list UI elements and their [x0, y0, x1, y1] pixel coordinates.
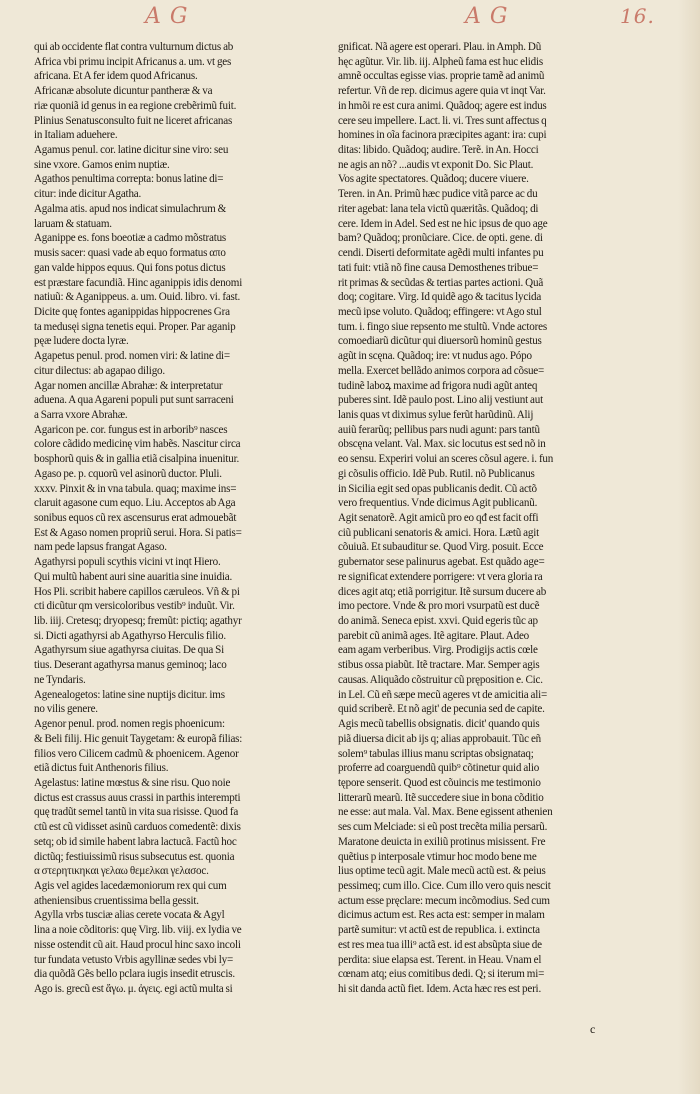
text-line: ne esse: aut mala. Val. Max. Bene egissent athenien [338, 806, 553, 819]
text-line: vero frequentius. Vnde dicimus Agit publicanũ. [338, 497, 538, 510]
text-line: Qui multũ habent auri sine auaritia sine inuidia. [34, 570, 233, 583]
text-line: gubernator sese palinurus agebat. Est quãdo age= [338, 556, 545, 569]
text-line: mella. Exercet bellãdo animos corpora ad cõsue= [338, 364, 545, 377]
text-line: lib. iiij. Cretesq; dryopesq; fremũt: pictiq; agathyr [34, 615, 242, 628]
text-line: cti dicũtur qm versicoloribus vestib⁹ induũt. Vir. [34, 600, 235, 613]
left-text-column [34, 40, 324, 997]
text-line: Agis mecũ tabellis obsignatis. dicit' quando quis [338, 718, 540, 731]
text-line: α στερητικηκαι γελαω θεμελκαι γελασοc. [34, 865, 209, 878]
text-line: re significat extendere porrigere: vt vera gloria ra [338, 570, 543, 583]
text-line: solem⁹ tabulas illius manu scriptas obsignataq; [338, 747, 534, 760]
text-line: bosphorũ quis & in gallia etiã cisalpina inuenitur. [34, 453, 240, 466]
text-line: laruam & statuam. [34, 217, 112, 230]
text-line: partẽ sumitur: vt actũ est de republica. i. extincta [338, 924, 540, 937]
text-line: causas. Aliquãdo cõstruitur cũ pręposition e. Cic. [338, 673, 543, 686]
text-line: Agylla vrbs tusciæ alias cerete vocata & Agyl [34, 909, 225, 922]
text-line: Agis vel agides lacedæmoniorum rex qui cum [34, 879, 227, 892]
text-line: natiuũ: & Aganippeus. a. um. Ouid. libro. vi. fast. [34, 291, 241, 304]
text-line: africana. Et A fer idem quod Africanus. [34, 70, 198, 83]
text-line: ses cum Melciade: si eũ post trecẽta milia persarũ. [338, 821, 548, 834]
text-line: citur dilectus: ab agapao diligo. [34, 364, 165, 377]
text-line: ctũ est cũ vidisset asinũ carduos comedentẽ: dixis [34, 821, 241, 834]
text-line: Agamus penul. cor. latine dicitur sine viro: seu [34, 144, 229, 157]
text-line: Africa vbi primu incipit Africanus a. um. vt ges [34, 55, 232, 68]
text-line: citur: inde dicitur Agatha. [34, 188, 142, 201]
text-line: Vos agite spectatores. Quãdoq; ducere viuere. [338, 173, 529, 186]
text-line: claruit agasone cum equo. Liu. Acceptos ab Aga [34, 497, 236, 510]
text-line: a Sarra vxore Abrahæ. [34, 408, 128, 421]
text-line: cere seu impellere. Lact. li. vi. Tres sunt affectus q [338, 114, 547, 127]
text-line: puberes sint. Idẽ paulo post. Lino alij vestiunt aut [338, 394, 543, 407]
text-line: tum. i. fingo siue repsento me stultũ. Vnde actores [338, 320, 547, 333]
text-line: xxxv. Pinxit & in vna tabula. quaq; maxime ins= [34, 482, 237, 495]
text-line: auiũ ferarũq; pellibus pars nudi agunt: pars tantũ [338, 423, 540, 436]
text-line: eo sensu. Experiri volui an sceres cõsul agere. i. fun [338, 453, 554, 466]
text-line: comoediarũ dicũtur qui diuersorũ hominũ gestus [338, 335, 542, 348]
text-line: in Lel. Cũ eñ sæpe mecũ ageres vt de amicitia ali= [338, 688, 548, 701]
text-line: in hmõi re est cura animi. Quãdoq; agere est indus [338, 99, 547, 112]
text-line: proferre ad coarguendũ quib⁹ cõtinetur quid alio [338, 762, 540, 775]
text-line: Est & Agaso nomen propriũ serui. Hora. Si patis= [34, 526, 242, 539]
text-line: hi sit danda actũ fiet. Idem. Acta hæc res est peri. [338, 983, 542, 995]
page-edge-shadow [678, 0, 700, 1094]
text-line: Agelastus: latine mœstus & sine risu. Quo noie [34, 776, 231, 789]
text-line: eam agam verberibus. Virg. Prodigijs actis cœle [338, 644, 538, 657]
text-line: amnẽ occultas egisse vias. proprie tamẽ ad animũ [338, 70, 545, 83]
text-line: Agenor penul. prod. nomen regis phoenicum: [34, 718, 225, 731]
text-line: in Italiam aduehere. [34, 129, 118, 142]
text-line: quẽtius p interposale vtimur hoc modo bene me [338, 850, 537, 863]
text-line: dices agit atq; etiã porrigitur. Itẽ sursum ducere ab [338, 585, 547, 598]
text-line: in Sicilia egit sed opas publicanis dedit. Cũ actõ [338, 482, 537, 495]
text-line: ne agis an nõ? ...audis vt exponit Do. Sic Plaut. [338, 158, 534, 171]
text-line: actum esse pręclare: mecum incõmodius. Sed cum [338, 894, 550, 907]
text-line: nisse ostendit cũ ait. Haud procul hinc saxo incoli [34, 938, 241, 951]
text-line: Agathyrsum siue agathyrsa ciuitas. De qua Si [34, 644, 225, 657]
text-line: dictũq; festiuissimũ risus subsecutus est. quonia [34, 850, 235, 863]
text-line: perdita: siue elapsa est. Terent. in Heau. Vnam el [338, 953, 542, 966]
signature-mark: c [590, 1022, 596, 1036]
text-line: Agaso pe. p. cquorũ vel asinorũ ductor. Pluli. [34, 467, 222, 480]
text-line: agũt in scęna. Quãdoq; ire: vt nudus ago. Pópo [338, 350, 532, 363]
text-line: quid scriberẽ. Et nõ agit' de pecunia sed de capite. [338, 703, 545, 716]
text-line: gan valde hippos equus. Qui fons potus dictus [34, 261, 226, 274]
text-line: no vilis genere. [34, 703, 98, 716]
text-line: ditas: libido. Quãdoq; audire. Terẽ. in An. Hocci [338, 144, 539, 157]
text-line: est præstare facundiã. Hinc aganippis idis denomi [34, 276, 243, 289]
text-line: refertur. Vñ de rep. dicimus agere quia vt inqt Var. [338, 85, 546, 98]
text-line: riter agebat: lana tela victũ quæritãs. Quãdoq; di [338, 202, 539, 215]
text-line: Agathyrsi populi scythis vicini vt inqt Hiero. [34, 556, 221, 569]
text-line: imo pectore. Vnde & pro mori vsurpatũ est ducẽ [338, 600, 540, 613]
text-line: Ago is. grecũ est ἄγω. μ. ἀγεις. egi actũ multa si [34, 983, 233, 995]
text-line: atheniensibus cruentissima bella gessit. [34, 894, 199, 907]
text-line: ta medusęi signa tenetis equi. Proper. Par aganip [34, 320, 236, 333]
text-line: nam pede lapsus frangat Agaso. [34, 541, 167, 554]
text-line: colore cãdido medicinę vim habẽs. Nascitur circa [34, 438, 241, 451]
text-line: do animã. Seneca epist. xxvi. Quid egeris tũc ap [338, 615, 538, 628]
text-line: Agapetus penul. prod. nomen viri: & latine di= [34, 350, 230, 363]
text-line: cœnam atq; eius comitibus dedi. Q; si iterum mi= [338, 968, 545, 981]
text-line: Africanæ absolute dicuntur pantheræ & va [34, 85, 213, 98]
text-line: Agenealogetos: latine sine nuptijs dicitur. ims [34, 688, 225, 701]
text-line: Hos Pli. scribit habere capillos cæruleos. Vñ & pi [34, 585, 240, 598]
text-line: ne Tyndaris. [34, 673, 86, 686]
text-line: sine vxore. Gamos enim nuptiæ. [34, 158, 170, 171]
text-line: lina a noie cõditoris: quę Virg. lib. viij. ex lydia ve [34, 924, 242, 937]
text-line: gnificat. Nã agere est operari. Plau. in Amph. Dũ [338, 41, 542, 53]
text-line: Plinius Senatusconsulto fuit ne liceret africanas [34, 114, 233, 127]
text-line: bam? Quãdoq; pronũciare. Cice. de opti. gene. di [338, 232, 543, 245]
text-line: cõuiuã. Et subauditur se. Quod Virg. posuit. Ecce [338, 541, 544, 554]
text-line: tur fundata vetusto Vrbis agyllinæ sedes vbi ly= [34, 953, 234, 966]
handwritten-annotation-right: A G [465, 4, 509, 29]
text-line: tępore senserit. Quod est cõuincis me testimonio [338, 776, 541, 789]
text-line: mecũ ipse voluto. Quãdoq; effingere: vt Ago stul [338, 305, 542, 318]
text-line: obscęna velant. Val. Max. sic locutus est sed nõ in [338, 438, 546, 451]
text-line: Agar nomen ancillæ Abrahæ: & interpretatur [34, 379, 223, 392]
text-line: qui ab occidente flat contra vulturnum dictus ab [34, 41, 234, 53]
text-line: quę tradũt semel tantũ in vita sua risisse. Quod fa [34, 806, 239, 819]
text-line: stibus ossa piabũt. Itẽ tractare. Mar. Semper agis [338, 659, 540, 672]
text-line: setq; ob id simile habent labra lactucã. Factũ hoc [34, 835, 237, 848]
text-line: Aganippe es. fons boeotiæ a cadmo mõstratus [34, 232, 227, 245]
text-line: filios vero Cilicem cadmũ & phoenicem. Agenor [34, 747, 239, 760]
text-line: dicimus actum est. Res acta est: semper in malam [338, 909, 545, 922]
text-line: tius. Deserant agathyrsa manus geminoq; laco [34, 659, 227, 672]
text-line: gi cõsulis officio. Idẽ Pub. Rutil. nõ Publicanus [338, 467, 535, 480]
text-line: si. Dicti agathyrsi ab Agathyrso Herculis filio. [34, 629, 226, 642]
right-text-column [338, 40, 624, 997]
text-line: pessimeq; cum illo. Cice. Cum illo vero quis nescit [338, 879, 551, 892]
text-line: Maratone deuicta in exiliũ protinus misissent. Fre [338, 835, 546, 848]
text-line: Agaricon pe. cor. fungus est in arborib⁹ nasces [34, 423, 228, 436]
text-line: pęæ ludere docta lyræ. [34, 335, 129, 348]
text-line: piã diuersa dicit ab ijs q; alias approbauit. Tũc eñ [338, 732, 542, 745]
text-line: rit primas & secũdas & tertias partes actioni. Quã [338, 276, 544, 289]
text-line: homines in oĩa facinora præcipites agant: ira: cupi [338, 129, 547, 142]
text-line: tudinẽ laboꝝ maxime ad frigora nudi agũt anteq [338, 379, 538, 392]
text-line: cendi. Diserti deformitate agẽdi multi infantes pu [338, 247, 544, 260]
text-line: cere. Idem in Adel. Sed est ne hic ipsus de quo age [338, 217, 548, 230]
text-line: doq; cogitare. Virg. Id quidẽ ago & tacitus lycida [338, 291, 542, 304]
text-line: Dicite quę fontes aganippidas hippocrenes Gra [34, 305, 230, 318]
text-line: lius optime tecũ agit. Male mecũ actũ est. & peius [338, 865, 546, 878]
handwritten-annotation-left: A G [145, 4, 189, 29]
text-line: tati fuit: vtiã nõ fine causa Demosthenes tribue= [338, 261, 539, 274]
text-line: dictus est crassus auus crassi in parthis interempti [34, 791, 241, 804]
text-line: Agit senatorẽ. Agit amicũ pro eo qđ est facit offi [338, 512, 539, 524]
text-line: lanis quas vt diximus sylue ferũt harũdinũ. Alij [338, 408, 534, 421]
text-line: aduena. A qua Agareni populi put sunt sarraceni [34, 394, 234, 407]
text-line: etiã dictus fuit Anthenoris filius. [34, 762, 169, 775]
text-line: & Beli filij. Hic genuit Taygetam: & europã filias: [34, 732, 243, 745]
text-line: hęc agũtur. Vir. lib. iij. Alpheũ fama est huc elidis [338, 55, 543, 68]
text-line: litterarũ mearũ. Itẽ succedere siue in bona cõditio [338, 791, 544, 804]
text-line: musis sacer: quasi vade ab equo formatus απο [34, 247, 226, 260]
text-line: dia quõdã Gẽs bello pclara iugis insedit etruscis. [34, 968, 235, 981]
text-line: ciũ publicani senatoris & amici. Hora. Lætũ agit [338, 526, 540, 539]
text-line: parebit cũ animã ages. Itẽ agitare. Plaut. Adeo [338, 629, 530, 642]
text-line: Agathos penultima correpta: bonus latine di= [34, 173, 224, 186]
text-line: est res mea tua illi⁹ actã est. id est absũpta siue de [338, 938, 542, 951]
text-line: Agalma atis. apud nos indicat simulachrum & [34, 202, 227, 215]
text-line: Teren. in An. Primũ hæc pudice vitã parce ac du [338, 188, 538, 201]
text-line: riæ quoniã id genus in ea regione crebẽrimũ fuit. [34, 99, 237, 112]
folio-number: 16. [620, 4, 655, 28]
text-line: sonibus equos cũ rex ascensurus erat admouebãt [34, 512, 237, 524]
